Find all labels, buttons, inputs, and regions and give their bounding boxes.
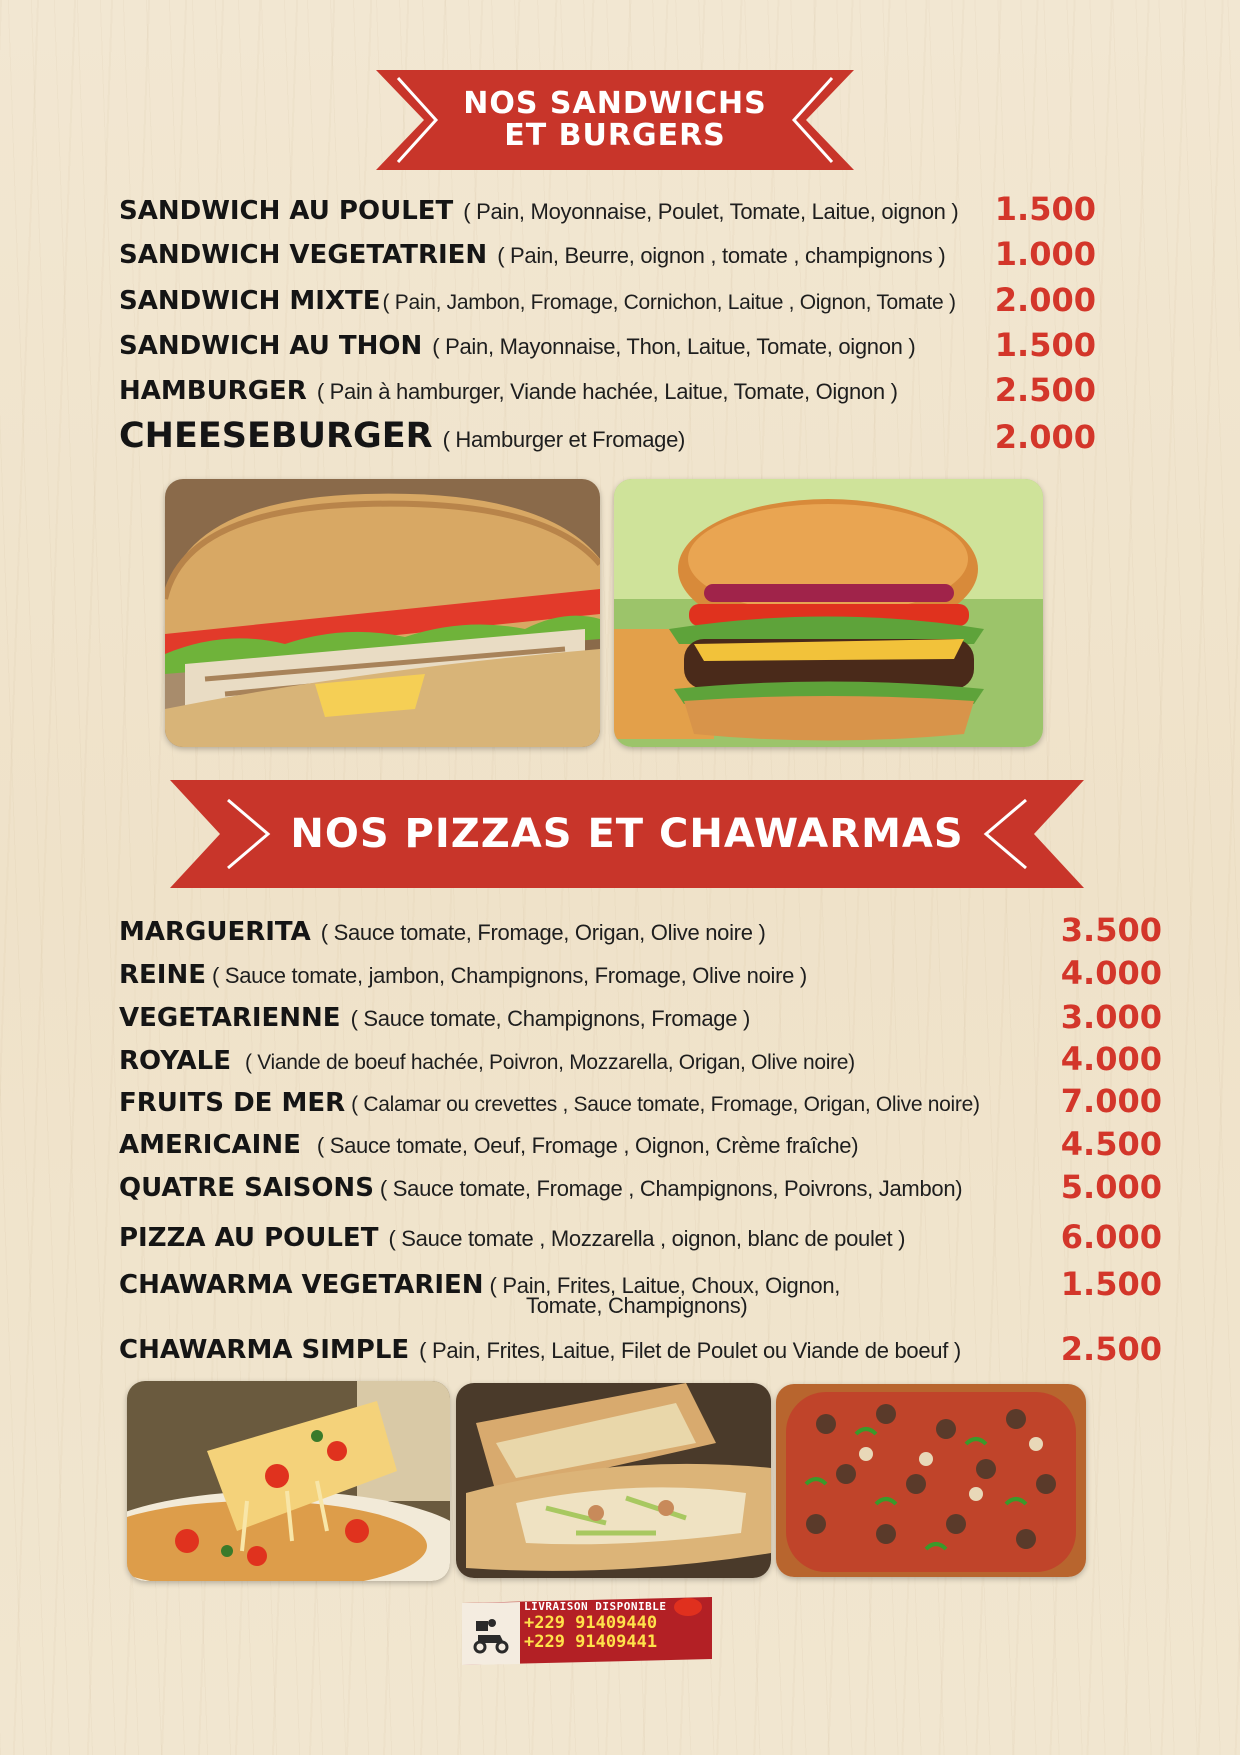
item-description: ( Sauce tomate, Champignons, Fromage ) xyxy=(350,1006,751,1031)
list-item xyxy=(119,960,807,990)
item-description: ( Pain, Beurre, oignon , tomate , champignons ) xyxy=(497,243,946,268)
item-price: 2.500 xyxy=(994,371,1096,409)
item-price: 4.500 xyxy=(1060,1125,1162,1163)
item-name: REINE xyxy=(119,960,206,990)
item-description: ( Sauce tomate, jambon, Champignons, Fromage, Olive noire ) xyxy=(211,963,807,988)
list-item xyxy=(119,1003,750,1033)
item-description: ( Sauce tomate, Oeuf, Fromage , Oignon, Crème fraîche) xyxy=(316,1133,859,1158)
list-item xyxy=(119,416,685,456)
item-price: 2.500 xyxy=(1060,1330,1162,1368)
item-price: 5.000 xyxy=(1060,1168,1162,1206)
item-description: ( Pain, Frites, Laitue, Choux, Oignon, xyxy=(489,1273,841,1298)
list-item xyxy=(119,1130,858,1160)
delivery-phone-1[interactable]: +229 91409440 xyxy=(524,1613,658,1633)
item-description: ( Sauce tomate, Fromage, Origan, Olive noire ) xyxy=(320,920,766,945)
item-description: ( Calamar ou crevettes , Sauce tomate, Fromage, Origan, Olive noire) xyxy=(351,1093,980,1116)
item-description: ( Sauce tomate , Mozzarella , oignon, blanc de poulet ) xyxy=(388,1226,906,1251)
delivery-label: LIVRAISON DISPONIBLE xyxy=(524,1600,667,1613)
item-price: 7.000 xyxy=(1060,1082,1162,1120)
item-name: MARGUERITA xyxy=(119,917,311,947)
item-price: 3.000 xyxy=(1060,998,1162,1036)
list-item xyxy=(119,1046,855,1076)
item-description-line2: Tomate, Champignons) xyxy=(526,1293,748,1318)
item-price: 1.000 xyxy=(994,235,1096,273)
list-item xyxy=(119,1335,961,1365)
delivery-scooter-icon xyxy=(470,1615,512,1655)
item-description: ( Pain à hamburger, Viande hachée, Laitue, Tomate, Oignon ) xyxy=(316,379,898,404)
item-name: CHAWARMA SIMPLE xyxy=(119,1335,410,1365)
list-item xyxy=(119,917,766,947)
item-price: 2.000 xyxy=(994,418,1096,456)
list-item xyxy=(119,196,958,226)
item-price: 3.500 xyxy=(1060,911,1162,949)
item-name: PIZZA AU POULET xyxy=(119,1223,379,1253)
item-price: 6.000 xyxy=(1060,1218,1162,1256)
item-name: FRUITS DE MER xyxy=(119,1088,346,1118)
list-item xyxy=(119,376,898,406)
item-name: AMERICAINE xyxy=(119,1130,301,1160)
item-description: ( Viande de boeuf hachée, Poivron, Mozzarella, Origan, Olive noire) xyxy=(245,1051,855,1074)
pizza-banner-title: NOS PIZZAS ET CHAWARMAS xyxy=(290,811,964,857)
sandwich-banner-line2: ET BURGERS xyxy=(504,118,726,153)
item-name: ROYALE xyxy=(119,1046,231,1076)
delivery-phone-2[interactable]: +229 91409441 xyxy=(524,1632,658,1652)
list-item xyxy=(119,331,915,361)
sandwich-photo xyxy=(165,479,600,747)
burger-photo xyxy=(614,479,1043,747)
item-name: VEGETARIENNE xyxy=(119,1003,341,1033)
item-description: ( Pain, Frites, Laitue, Filet de Poulet ou Viande de boeuf ) xyxy=(419,1338,961,1363)
item-name: QUATRE SAISONS xyxy=(119,1173,374,1203)
item-description: ( Pain, Moyonnaise, Poulet, Tomate, Laitue, oignon ) xyxy=(463,199,959,224)
item-name: SANDWICH VEGETATRIEN xyxy=(119,240,488,270)
sandwich-banner xyxy=(374,68,856,172)
item-price: 1.500 xyxy=(994,326,1096,364)
list-item xyxy=(119,240,945,270)
item-price: 4.000 xyxy=(1060,954,1162,992)
list-item xyxy=(119,1173,962,1203)
item-name: SANDWICH MIXTE xyxy=(119,286,381,316)
item-description: ( Sauce tomate, Fromage , Champignons, Poivrons, Jambon) xyxy=(379,1176,963,1201)
item-name: SANDWICH AU THON xyxy=(119,331,423,361)
pizza-slice-photo xyxy=(127,1381,450,1581)
item-name: HAMBURGER xyxy=(119,376,307,406)
sandwich-banner-line1: NOS SANDWICHS xyxy=(463,86,767,121)
list-item xyxy=(119,286,956,316)
chawarma-photo xyxy=(456,1383,771,1578)
item-name: SANDWICH AU POULET xyxy=(119,196,454,226)
item-price: 1.500 xyxy=(994,190,1096,228)
item-description: ( Pain, Jambon, Fromage, Cornichon, Laitue , Oignon, Tomate ) xyxy=(382,291,956,314)
list-item xyxy=(119,1088,980,1118)
item-description: ( Pain, Mayonnaise, Thon, Laitue, Tomate, oignon ) xyxy=(432,334,916,359)
item-description: ( Hamburger et Fromage) xyxy=(442,427,686,452)
item-name: CHEESEBURGER xyxy=(119,416,433,456)
pizza-photo xyxy=(776,1384,1086,1577)
item-price: 1.500 xyxy=(1060,1265,1162,1303)
item-price: 2.000 xyxy=(994,281,1096,319)
list-item-continuation xyxy=(526,1293,747,1319)
list-item xyxy=(119,1223,905,1253)
pizza-banner xyxy=(168,778,1086,890)
delivery-badge xyxy=(458,1597,716,1667)
item-name: CHAWARMA VEGETARIEN xyxy=(119,1270,484,1300)
item-price: 4.000 xyxy=(1060,1040,1162,1078)
